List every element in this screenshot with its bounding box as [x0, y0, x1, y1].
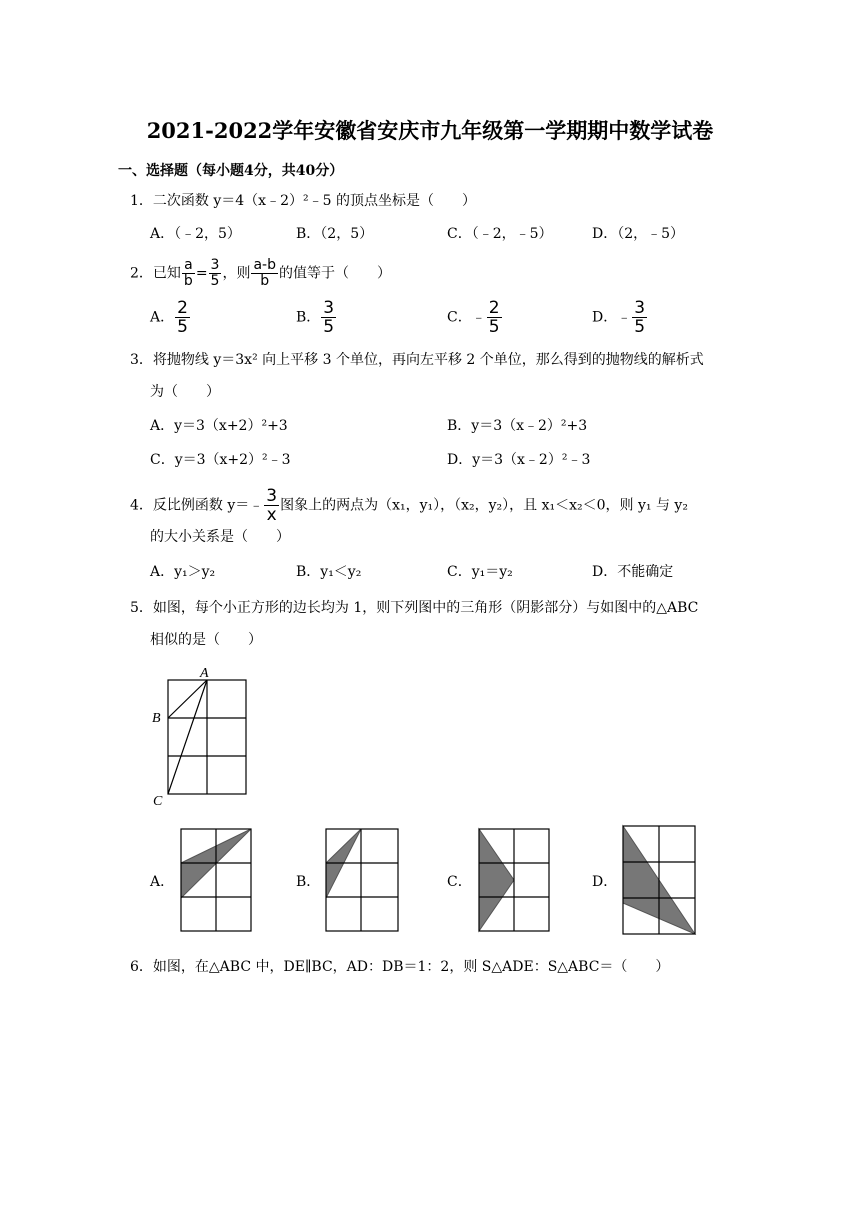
q2-fraction-3-5 — [209, 258, 222, 289]
q5-option-a-figure — [178, 826, 258, 936]
point-c-label: C — [153, 794, 163, 809]
q2-fraction-expression — [251, 258, 278, 289]
frac-numerator: 2 — [177, 298, 188, 318]
q5-option-b-label: B． — [296, 874, 321, 890]
frac-numerator: 2 — [488, 298, 500, 318]
q3-option-d: D．y＝3（x﹣2）²﹣3 — [447, 452, 591, 468]
q5-option-d-label: D． — [592, 874, 618, 890]
frac-denominator: 5 — [177, 317, 188, 337]
frac-denominator: b — [183, 273, 193, 289]
q2-stem — [130, 258, 391, 289]
q6-stem: 6．如图，在△ABC 中，DE∥BC，AD：DB＝1：2，则 S△ADE：S△ABC＝（ ） — [130, 959, 670, 975]
q2-prefix: 2．已知 — [130, 265, 181, 282]
q2-equals: = — [195, 265, 208, 282]
frac-numerator: a-b — [253, 257, 276, 273]
point-a-label: A — [200, 666, 209, 681]
q4-option-a: A．y₁＞y₂ — [150, 564, 216, 580]
q3-option-c: C．y＝3（x+2）²﹣3 — [150, 452, 291, 468]
option-fraction — [487, 299, 502, 336]
q4-prefix: 4．反比例函数 y＝﹣ — [130, 497, 264, 514]
frac-numerator: a — [182, 258, 195, 274]
frac-denominator: 5 — [210, 273, 220, 289]
q1-option-c: C．（﹣2，﹣5） — [447, 226, 553, 242]
q4-option-d: D．不能确定 — [592, 564, 674, 580]
frac-denominator: 5 — [488, 317, 500, 337]
q5-option-a-label: A． — [150, 874, 175, 890]
q5-main-figure — [150, 665, 270, 815]
q4-option-b: B．y₁＜y₂ — [296, 564, 362, 580]
option-fraction — [175, 299, 190, 336]
q4-stem — [130, 487, 688, 524]
q5-option-c-figure — [476, 826, 556, 936]
frac-numerator: 3 — [266, 486, 278, 506]
frac-denominator: b — [260, 273, 270, 289]
frac-denominator: 5 — [634, 317, 646, 337]
frac-denominator: x — [266, 505, 277, 525]
q1-stem: 1．二次函数 y＝4（x﹣2）²﹣5 的顶点坐标是（ ） — [130, 193, 476, 209]
q3-stem-line1: 3．将抛物线 y＝3x² 向上平移 3 个单位，再向左平移 2 个单位，那么得到的抛物线的解析式 — [130, 352, 704, 368]
q5-option-b-figure — [323, 826, 403, 936]
option-label: D．﹣ — [592, 309, 632, 326]
option-fraction — [321, 299, 336, 336]
q3-stem-line2: 为（ ） — [150, 384, 220, 400]
q1-option-a: A．（﹣2，5） — [150, 226, 241, 242]
q2-option-a — [150, 299, 191, 336]
q2-option-c — [447, 299, 503, 336]
frac-numerator: 3 — [210, 257, 220, 273]
page-title: 2021-2022学年安徽省安庆市九年级第一学期期中数学试卷 — [146, 118, 714, 143]
q2-option-d — [592, 299, 648, 336]
q3-option-a: A．y＝3（x+2）²+3 — [150, 418, 288, 434]
q2-suffix: 的值等于（ ） — [279, 265, 391, 282]
option-fraction — [632, 299, 647, 336]
section-heading: 一、选择题（每小题4分，共40分） — [118, 163, 344, 179]
q2-mid: ，则 — [222, 265, 251, 282]
point-b-label: B — [152, 711, 161, 726]
q5-stem-line2: 相似的是（ ） — [150, 632, 262, 648]
frac-numerator: 3 — [634, 298, 646, 318]
q4-option-c: C．y₁＝y₂ — [447, 564, 513, 580]
q1-option-d: D．（2，﹣5） — [592, 226, 685, 242]
frac-denominator: 5 — [323, 317, 335, 337]
option-label: C．﹣ — [447, 309, 486, 326]
frac-numerator: 3 — [323, 298, 335, 318]
q5-option-c-label: C． — [447, 874, 472, 890]
option-label: B． — [296, 309, 321, 326]
q2-option-b — [296, 299, 337, 336]
q1-option-b: B．（2，5） — [296, 226, 374, 242]
q2-fraction-a-b — [182, 258, 195, 289]
q4-fraction — [264, 487, 279, 524]
q4-stem-line2: 的大小关系是（ ） — [150, 529, 290, 545]
q3-option-b: B．y＝3（x﹣2）²+3 — [447, 418, 588, 434]
q5-option-d-figure — [620, 823, 700, 939]
option-label: A． — [150, 309, 175, 326]
q4-suffix: 图象上的两点为（x₁，y₁），（x₂，y₂），且 x₁＜x₂＜0，则 y₁ 与 y₂ — [280, 497, 688, 514]
q5-stem-line1: 5．如图，每个小正方形的边长均为 1，则下列图中的三角形（阴影部分）与如图中的△ABC — [130, 600, 699, 616]
